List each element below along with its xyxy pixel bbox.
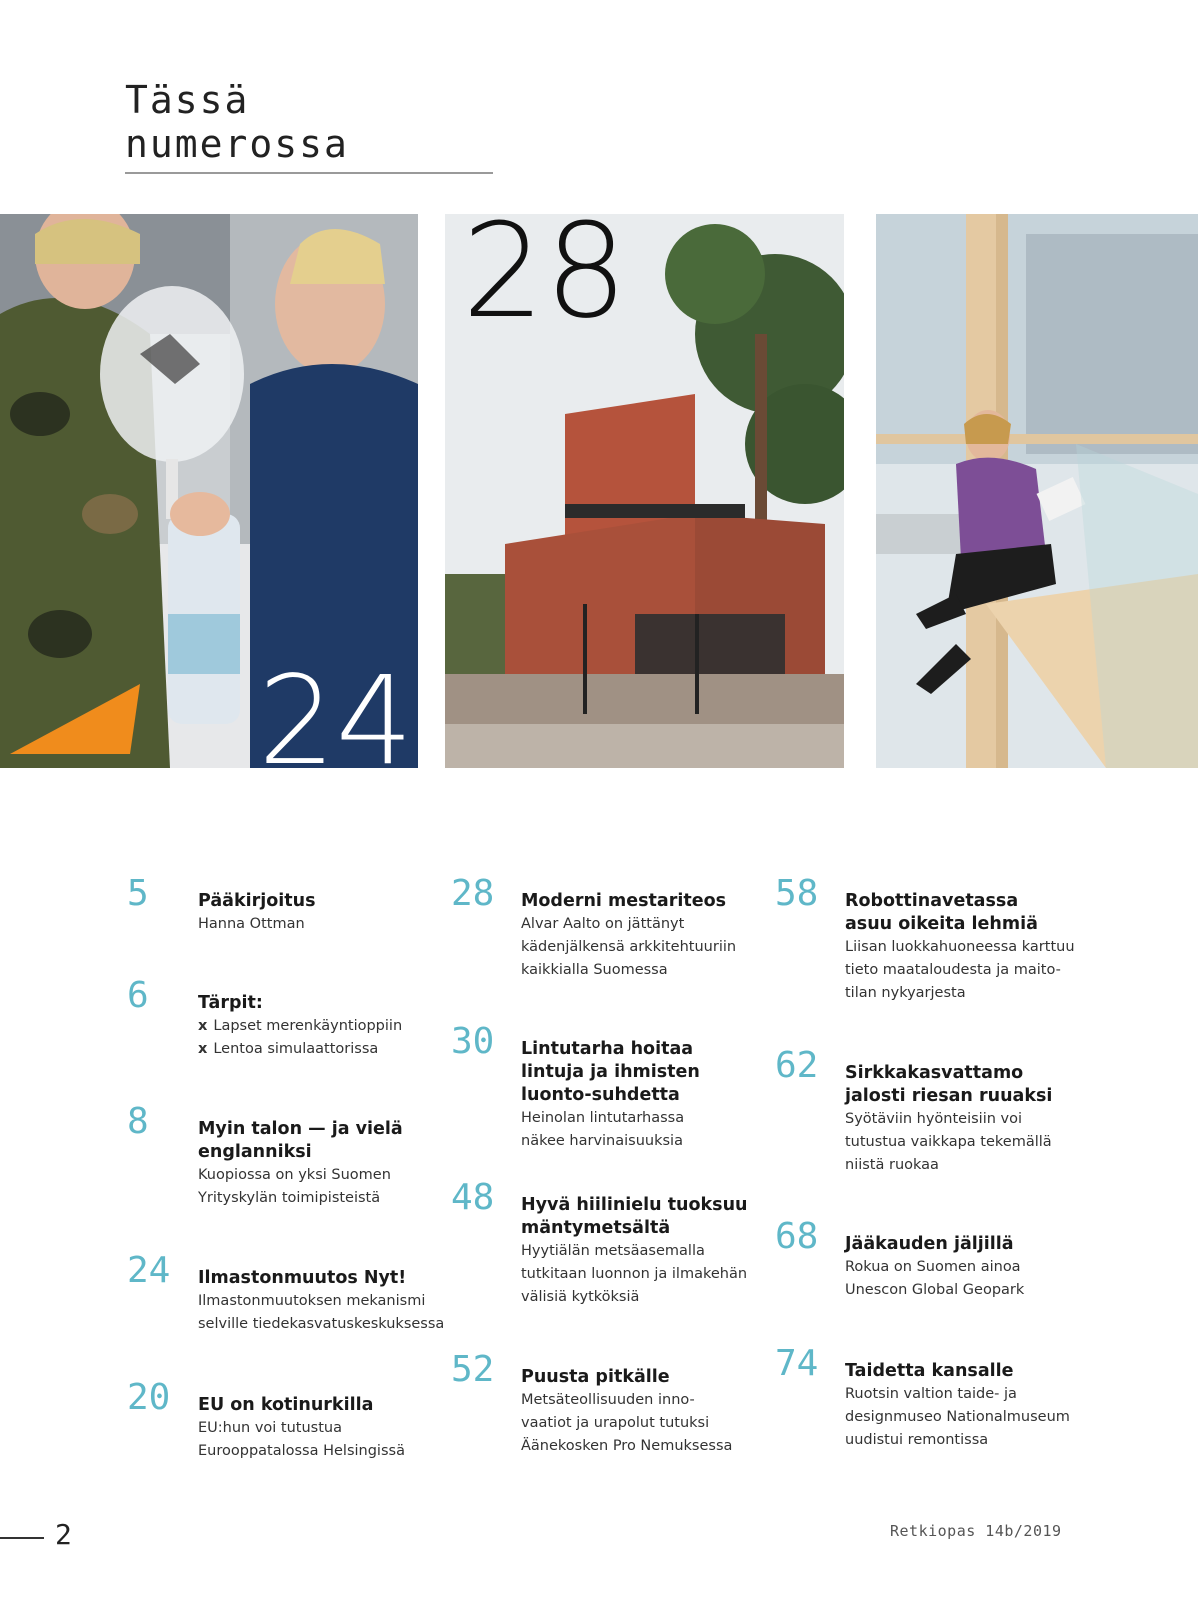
photo-woman-window bbox=[876, 214, 1198, 768]
toc-entry-desc: Liisan luokkahuoneessa karttuu bbox=[845, 939, 1075, 955]
toc-entry-desc: Unescon Global Geopark bbox=[845, 1282, 1025, 1298]
toc-entry[interactable] bbox=[198, 1118, 418, 1210]
toc-entry[interactable] bbox=[198, 1267, 458, 1336]
toc-entry-title: Puusta pitkälle bbox=[521, 1367, 670, 1387]
toc-entry-title: Robottinavetassa asuu oikeita lehmiä bbox=[845, 891, 1038, 934]
toc-entry-desc: tutustua vaikkapa tekemällä bbox=[845, 1134, 1052, 1150]
toc-entry[interactable] bbox=[521, 1366, 781, 1458]
bullet-mark: x bbox=[198, 1041, 208, 1057]
toc-entry[interactable] bbox=[198, 992, 458, 1061]
page-heading: Tässä numerossa bbox=[125, 78, 493, 174]
toc-entry-desc: Hyytiälän metsäasemalla bbox=[521, 1243, 705, 1259]
toc-entry[interactable] bbox=[845, 1360, 1095, 1452]
toc-number: 58 bbox=[775, 873, 819, 914]
toc-entry-title: EU on kotinurkilla bbox=[198, 1395, 374, 1415]
toc-entry-desc: Kuopiossa on yksi Suomen bbox=[198, 1167, 391, 1183]
toc-entry-desc: Hanna Ottman bbox=[198, 916, 305, 932]
toc-number: 20 bbox=[127, 1377, 171, 1418]
toc-number: 68 bbox=[775, 1216, 819, 1257]
toc-entry-title: Ilmastonmuutos Nyt! bbox=[198, 1268, 407, 1288]
toc-entry-desc: Metsäteollisuuden inno- bbox=[521, 1392, 695, 1408]
toc-entry-desc: Ilmastonmuutoksen mekanismi bbox=[198, 1293, 426, 1309]
toc-entry[interactable] bbox=[521, 890, 781, 982]
toc-entry-title: Pääkirjoitus bbox=[198, 891, 316, 911]
toc-entry-desc: vaatiot ja urapolut tutuksi bbox=[521, 1415, 710, 1431]
toc-entry-title: Sirkkakasvattamo jalosti riesan ruuaksi bbox=[845, 1063, 1053, 1106]
toc-entry-desc: designmuseo Nationalmuseum bbox=[845, 1409, 1070, 1425]
toc-entry-desc: tieto maataloudesta ja maito- bbox=[845, 962, 1061, 978]
toc-entry-title: Hyvä hiilinielu tuoksuu mäntymetsältä bbox=[521, 1195, 748, 1238]
toc-number: 8 bbox=[127, 1101, 149, 1142]
toc-number: 74 bbox=[775, 1343, 819, 1384]
toc-number: 6 bbox=[127, 975, 149, 1016]
toc-entry-desc: kädenjälkensä arkkitehtuuriin bbox=[521, 939, 737, 955]
footer-rule bbox=[0, 1537, 44, 1539]
toc-bullet-item bbox=[198, 1015, 458, 1038]
toc-number: 62 bbox=[775, 1045, 819, 1086]
toc-entry-desc: Eurooppatalossa Helsingissä bbox=[198, 1443, 405, 1459]
toc-entry-desc: niistä ruokaa bbox=[845, 1157, 939, 1173]
toc-bullet-text: Lentoa simulaattorissa bbox=[213, 1041, 379, 1057]
toc-entry-title: Tärpit: bbox=[198, 993, 263, 1013]
toc-number: 30 bbox=[451, 1021, 495, 1062]
toc-entry[interactable] bbox=[198, 1394, 458, 1463]
toc-entry-title: Moderni mestariteos bbox=[521, 891, 727, 911]
toc-entry-desc: välisiä kytköksiä bbox=[521, 1289, 640, 1305]
toc-entry-desc: selville tiedekasvatuskeskuksessa bbox=[198, 1316, 445, 1332]
toc-number: 24 bbox=[127, 1250, 171, 1291]
toc-entry[interactable] bbox=[198, 890, 458, 936]
toc-entry-desc: Ruotsin valtion taide- ja bbox=[845, 1386, 1017, 1402]
toc-number: 52 bbox=[451, 1349, 495, 1390]
toc-entry-desc: Rokua on Suomen ainoa bbox=[845, 1259, 1021, 1275]
photo-number-24: 24 bbox=[258, 650, 414, 792]
toc-entry-desc: EU:hun voi tutustua bbox=[198, 1420, 342, 1436]
toc-entry-desc: näkee harvinaisuuksia bbox=[521, 1133, 683, 1149]
toc-number: 28 bbox=[451, 873, 495, 914]
toc-entry[interactable] bbox=[845, 1062, 1095, 1177]
toc-entry-desc: kaikkialla Suomessa bbox=[521, 962, 668, 978]
toc-entry-desc: Yrityskylän toimipisteistä bbox=[198, 1190, 381, 1206]
bullet-mark: x bbox=[198, 1018, 208, 1034]
toc-entry-desc: tilan nykyarjesta bbox=[845, 985, 966, 1001]
toc-entry-desc: Äänekosken Pro Nemuksessa bbox=[521, 1438, 733, 1454]
page-number: 2 bbox=[55, 1518, 72, 1551]
toc-entry-title: Jääkauden jäljillä bbox=[845, 1234, 1014, 1254]
toc-entry-desc: uudistui remontissa bbox=[845, 1432, 989, 1448]
toc-entry-title: Myin talon — ja vielä englanniksi bbox=[198, 1119, 403, 1162]
toc-entry-title: Taidetta kansalle bbox=[845, 1361, 1014, 1381]
toc-entry-title: Lintutarha hoitaa lintuja ja ihmisten luonto-suhdetta bbox=[521, 1039, 700, 1105]
toc-entry[interactable] bbox=[521, 1194, 753, 1309]
toc-bullet-text: Lapset merenkäyntioppiin bbox=[213, 1018, 403, 1034]
toc-entry[interactable] bbox=[845, 890, 1095, 1005]
toc-entry-desc: tutkitaan luonnon ja ilmakehän bbox=[521, 1266, 748, 1282]
photo-number-28: 28 bbox=[462, 195, 628, 347]
toc-entry[interactable] bbox=[845, 1233, 1095, 1302]
toc-entry-desc: Syötäviin hyönteisiin voi bbox=[845, 1111, 1023, 1127]
toc-number: 5 bbox=[127, 873, 149, 914]
toc-number: 48 bbox=[451, 1177, 495, 1218]
toc-entry-desc: Alvar Aalto on jättänyt bbox=[521, 916, 685, 932]
toc-bullet-item bbox=[198, 1038, 458, 1061]
toc-entry[interactable] bbox=[521, 1038, 753, 1153]
toc-entry-desc: Heinolan lintutarhassa bbox=[521, 1110, 685, 1126]
publication-issue: Retkiopas 14b/2019 bbox=[890, 1522, 1062, 1540]
